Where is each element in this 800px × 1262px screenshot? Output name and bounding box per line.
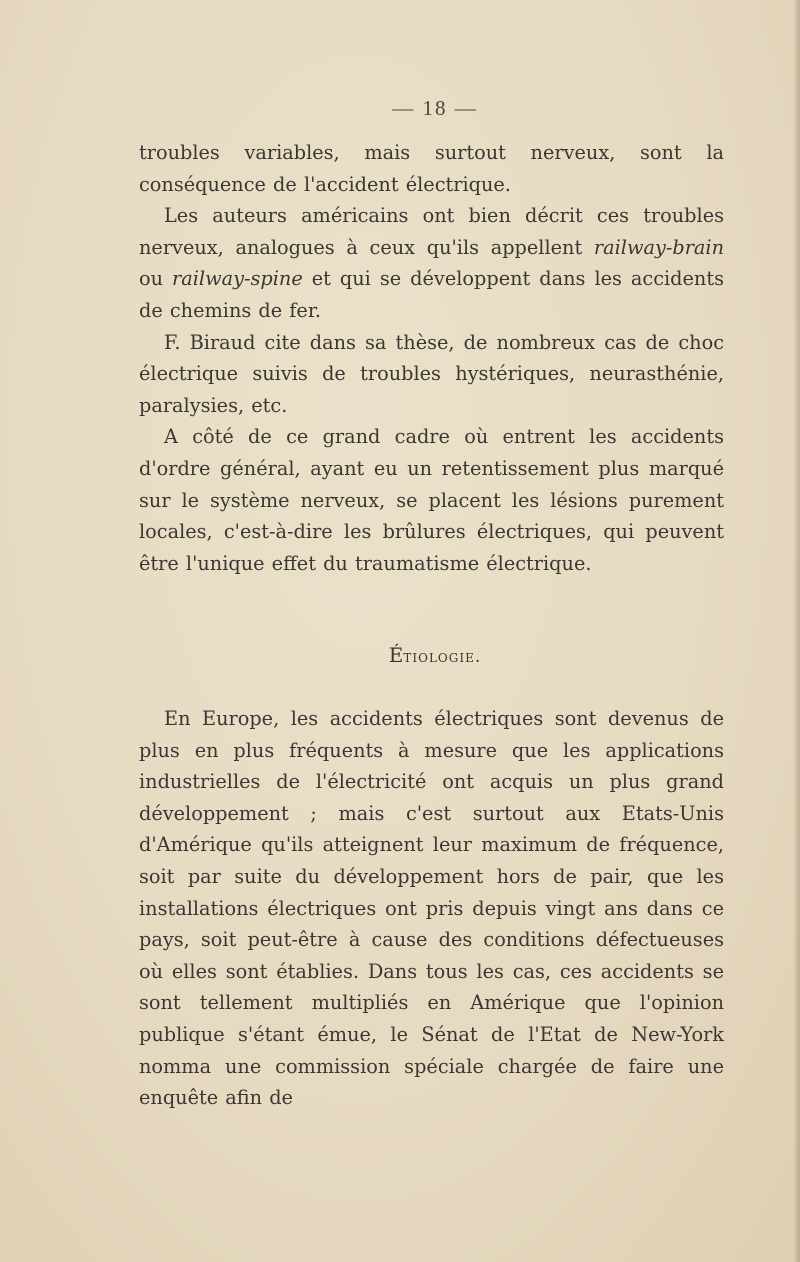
term-railway-spine: railway-spine: [172, 267, 303, 291]
section-heading-rest: tiologie.: [403, 647, 482, 667]
paragraph-text: et qui se développent dans les accidents de chemins de fer.: [139, 267, 724, 322]
paragraph-text: Les auteurs américains ont bien décrit ces troubles nerveux, analogues à ceux qu'ils appellent: [139, 204, 724, 259]
body-text-bottom: [139, 703, 724, 1114]
paragraph-europe: En Europe, les accidents électriques sont devenus de plus en plus fréquents à mesure que les applications industrielles de l'électricité ont acquis un plus grand développement ; mais c'est surtout aux Etats-Unis d'Amérique qu'ils atteignent leur maximum de fréquence, soit par suite du développement hors de pair, que les installations électriques ont pris depuis vingt ans dans ce pays, soit peut-être à cause des conditions défectueuses où elles sont établies. Dans tous les cas, ces accidents se sont tellement multipliés en Amérique que l'opinion publique s'étant émue, le Sénat de l'Etat de New-York nomma une commission spéciale chargée de faire une enquête afin de: [139, 707, 724, 1110]
paragraph-local-lesions: A côté de ce grand cadre où entrent les accidents d'ordre général, ayant eu un retentissement plus marqué sur le système nerveux, se placent les lésions purement locales, c'est-à-dire les brûlures électriques, qui peuvent être l'unique effet du traumatisme électrique.: [139, 425, 724, 575]
paragraph-text: ou: [139, 267, 173, 291]
paragraph-american-authors: [139, 200, 724, 326]
term-railway-brain: railway-brain: [593, 235, 724, 259]
section-heading: [0, 643, 800, 667]
page-edge-shadow: [794, 0, 800, 1262]
paragraph-biraud: F. Biraud cite dans sa thèse, de nombreux cas de choc électrique suivis de troubles hystériques, neurasthénie, paralysies, etc.: [139, 330, 724, 417]
body-text-top: [139, 137, 724, 579]
paragraph-continuation: troubles variables, mais surtout nerveux, sont la conséquence de l'accident électrique.: [139, 141, 724, 196]
section-heading-initial: É: [388, 643, 404, 667]
page-number: — 18 —: [392, 96, 478, 120]
